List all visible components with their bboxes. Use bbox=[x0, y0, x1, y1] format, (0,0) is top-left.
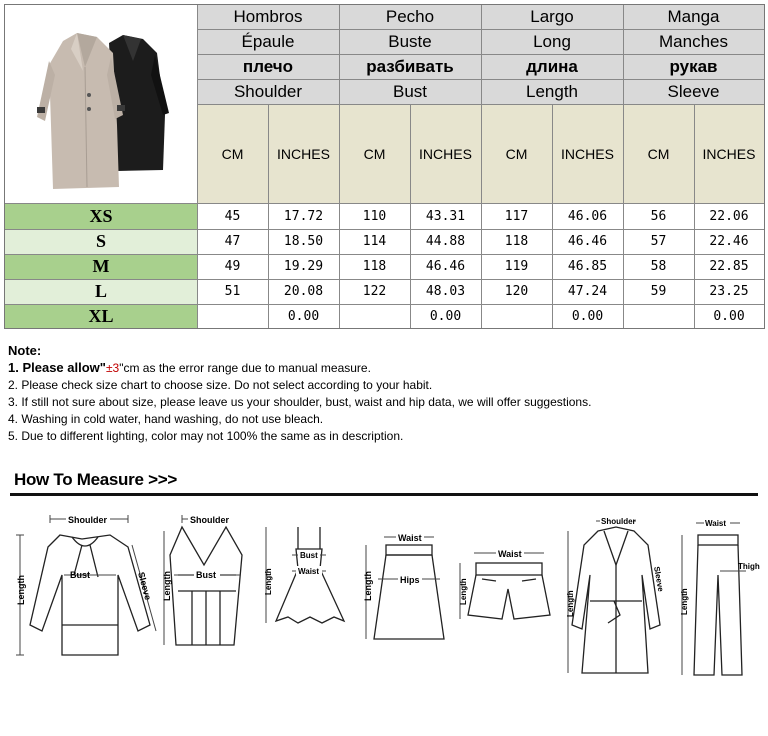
grid-line bbox=[268, 104, 269, 328]
grid-line bbox=[5, 304, 764, 305]
header-es-1: Pecho bbox=[339, 5, 481, 29]
blouse-shoulder-label: Shoulder bbox=[68, 515, 108, 525]
table-cell: 46.46 bbox=[567, 234, 608, 249]
grid-line bbox=[694, 104, 695, 328]
table-cell: 57 bbox=[650, 234, 667, 249]
table-cell: 119 bbox=[504, 259, 529, 274]
header-ru-2: длина bbox=[481, 54, 623, 79]
illustration-blouse bbox=[10, 505, 160, 730]
table-cell: 23.25 bbox=[709, 284, 749, 299]
unit-header-2: CM bbox=[339, 104, 410, 203]
shorts-diagram-icon bbox=[456, 505, 561, 730]
skirt-hips-label: Hips bbox=[400, 575, 420, 585]
illustration-shorts bbox=[456, 505, 561, 730]
size-label: L bbox=[5, 279, 197, 304]
header-es-2: Largo bbox=[481, 5, 623, 29]
header-es-0: Hombros bbox=[197, 5, 339, 29]
table-cell bbox=[197, 304, 268, 328]
skirt-length-label: Length bbox=[363, 571, 373, 601]
grid-line bbox=[339, 5, 340, 328]
shorts-length-label: Length bbox=[459, 578, 468, 605]
skirt-diagram-icon bbox=[358, 505, 453, 730]
header-en-3: Sleeve bbox=[623, 79, 764, 104]
coat-photo-icon bbox=[5, 5, 197, 203]
unit-header-1: INCHES bbox=[268, 104, 339, 203]
illustration-coat bbox=[560, 505, 670, 730]
coat-diagram-icon bbox=[560, 505, 670, 730]
dress-diagram-icon bbox=[258, 505, 358, 730]
size-label: XL bbox=[5, 304, 197, 328]
pants-thigh-label: Thigh bbox=[738, 562, 760, 571]
note-line-4: 4. Washing in cold water, hand washing, do not use bleach. bbox=[8, 412, 324, 426]
table-cell: 47.24 bbox=[567, 284, 608, 299]
size-chart-table bbox=[4, 4, 765, 329]
table-cell: 118 bbox=[504, 234, 529, 249]
how-to-measure-title: How To Measure >>> bbox=[14, 470, 177, 489]
table-cell: 22.46 bbox=[709, 234, 749, 249]
illustration-skirt bbox=[358, 505, 453, 730]
blouse-sleeve-label: Sleeve bbox=[136, 570, 154, 602]
table-cell: 43.31 bbox=[425, 208, 466, 224]
divider-line bbox=[10, 493, 758, 496]
dress-bust-label: Bust bbox=[300, 551, 318, 560]
table-cell: 48.03 bbox=[425, 284, 466, 299]
header-ru-3: рукав bbox=[623, 54, 764, 79]
table-cell: 22.85 bbox=[709, 259, 749, 274]
note-line-5: 5. Due to different lighting, color may not 100% the same as in description. bbox=[8, 429, 404, 443]
blouse-diagram-icon bbox=[10, 505, 160, 730]
table-cell: 0.00 bbox=[287, 308, 320, 324]
notes-title: Note: bbox=[8, 343, 42, 358]
grid-line bbox=[5, 229, 764, 230]
product-photo bbox=[5, 5, 197, 203]
header-fr-1: Buste bbox=[339, 29, 481, 54]
table-cell: 44.88 bbox=[425, 234, 466, 249]
note-line-1: 1. Please allow"±3"cm as the error range due to manual measure. bbox=[8, 360, 371, 375]
table-cell: 19.29 bbox=[283, 259, 324, 274]
table-cell: 59 bbox=[650, 284, 667, 299]
blouse-length-label: Length bbox=[16, 575, 26, 605]
table-cell: 56 bbox=[650, 208, 667, 224]
pants-length-label: Length bbox=[680, 588, 689, 615]
grid-line bbox=[410, 104, 411, 328]
table-cell: 46.46 bbox=[425, 259, 466, 274]
header-en-0: Shoulder bbox=[197, 79, 339, 104]
shorts-waist-label: Waist bbox=[498, 549, 522, 559]
skirt-waist-label: Waist bbox=[398, 533, 422, 543]
table-cell: 120 bbox=[504, 284, 529, 299]
table-cell: 51 bbox=[224, 284, 241, 299]
blouse-bust-label: Bust bbox=[70, 570, 90, 580]
dress-waist-label: Waist bbox=[298, 567, 320, 576]
triple-arrow-icon: >>> bbox=[148, 470, 177, 489]
table-cell: 18.50 bbox=[283, 234, 324, 249]
header-ru-0: плечо bbox=[197, 54, 339, 79]
coat-shoulder-label: Shoulder bbox=[601, 517, 636, 526]
illustration-pants bbox=[668, 505, 763, 730]
grid-line bbox=[5, 203, 764, 204]
size-label: XS bbox=[5, 203, 197, 229]
grid-line bbox=[623, 5, 624, 328]
header-fr-2: Long bbox=[481, 29, 623, 54]
size-label: M bbox=[5, 254, 197, 279]
note-line-3: 3. If still not sure about size, please leave us your shoulder, bust, waist and hip data, we will offer suggestions. bbox=[8, 395, 592, 409]
unit-header-4: CM bbox=[481, 104, 552, 203]
table-cell: 110 bbox=[362, 208, 387, 224]
unit-header-0: CM bbox=[197, 104, 268, 203]
header-fr-0: Épaule bbox=[197, 29, 339, 54]
table-cell: 49 bbox=[224, 259, 241, 274]
dress-length-label: Length bbox=[264, 568, 273, 595]
table-cell bbox=[339, 304, 410, 328]
table-cell: 17.72 bbox=[283, 208, 324, 224]
tank-bust-label: Bust bbox=[196, 570, 216, 580]
unit-header-7: INCHES bbox=[694, 104, 764, 203]
note-line-2: 2. Please check size chart to choose size. Do not select according to your habit. bbox=[8, 378, 433, 392]
table-cell: 45 bbox=[224, 208, 241, 224]
size-label: S bbox=[5, 229, 197, 254]
header-ru-1: разбивать bbox=[339, 54, 481, 79]
table-cell: 114 bbox=[362, 234, 387, 249]
table-cell: 122 bbox=[362, 284, 387, 299]
unit-header-6: CM bbox=[623, 104, 694, 203]
table-cell: 47 bbox=[224, 234, 241, 249]
header-fr-3: Manches bbox=[623, 29, 764, 54]
coat-sleeve-label: Sleeve bbox=[652, 565, 666, 593]
unit-header-3: INCHES bbox=[410, 104, 481, 203]
table-cell: 58 bbox=[650, 259, 667, 274]
grid-line bbox=[5, 279, 764, 280]
tank-shoulder-label: Shoulder bbox=[190, 515, 230, 525]
header-es-3: Manga bbox=[623, 5, 764, 29]
table-cell bbox=[623, 304, 694, 328]
tank-length-label: Length bbox=[162, 571, 172, 601]
pants-diagram-icon bbox=[668, 505, 763, 730]
table-cell: 20.08 bbox=[283, 284, 324, 299]
table-cell: 46.06 bbox=[567, 208, 608, 224]
notes-section bbox=[8, 342, 748, 445]
header-en-1: Bust bbox=[339, 79, 481, 104]
table-cell: 0.00 bbox=[429, 308, 462, 324]
grid-line bbox=[5, 254, 764, 255]
table-cell: 118 bbox=[362, 259, 387, 274]
grid-line bbox=[481, 5, 482, 328]
table-cell bbox=[481, 304, 552, 328]
unit-header-5: INCHES bbox=[552, 104, 623, 203]
tank-diagram-icon bbox=[160, 505, 255, 730]
table-cell: 0.00 bbox=[713, 308, 745, 324]
coat-length-label: Length bbox=[566, 590, 575, 617]
illustration-dress bbox=[258, 505, 358, 730]
grid-line bbox=[552, 104, 553, 328]
grid-line bbox=[197, 5, 198, 328]
illustration-tank bbox=[160, 505, 255, 730]
table-cell: 0.00 bbox=[571, 308, 604, 324]
table-cell: 117 bbox=[504, 208, 529, 224]
pants-waist-label: Waist bbox=[705, 519, 727, 528]
table-cell: 22.06 bbox=[709, 208, 749, 224]
table-cell: 46.85 bbox=[567, 259, 608, 274]
header-en-2: Length bbox=[481, 79, 623, 104]
